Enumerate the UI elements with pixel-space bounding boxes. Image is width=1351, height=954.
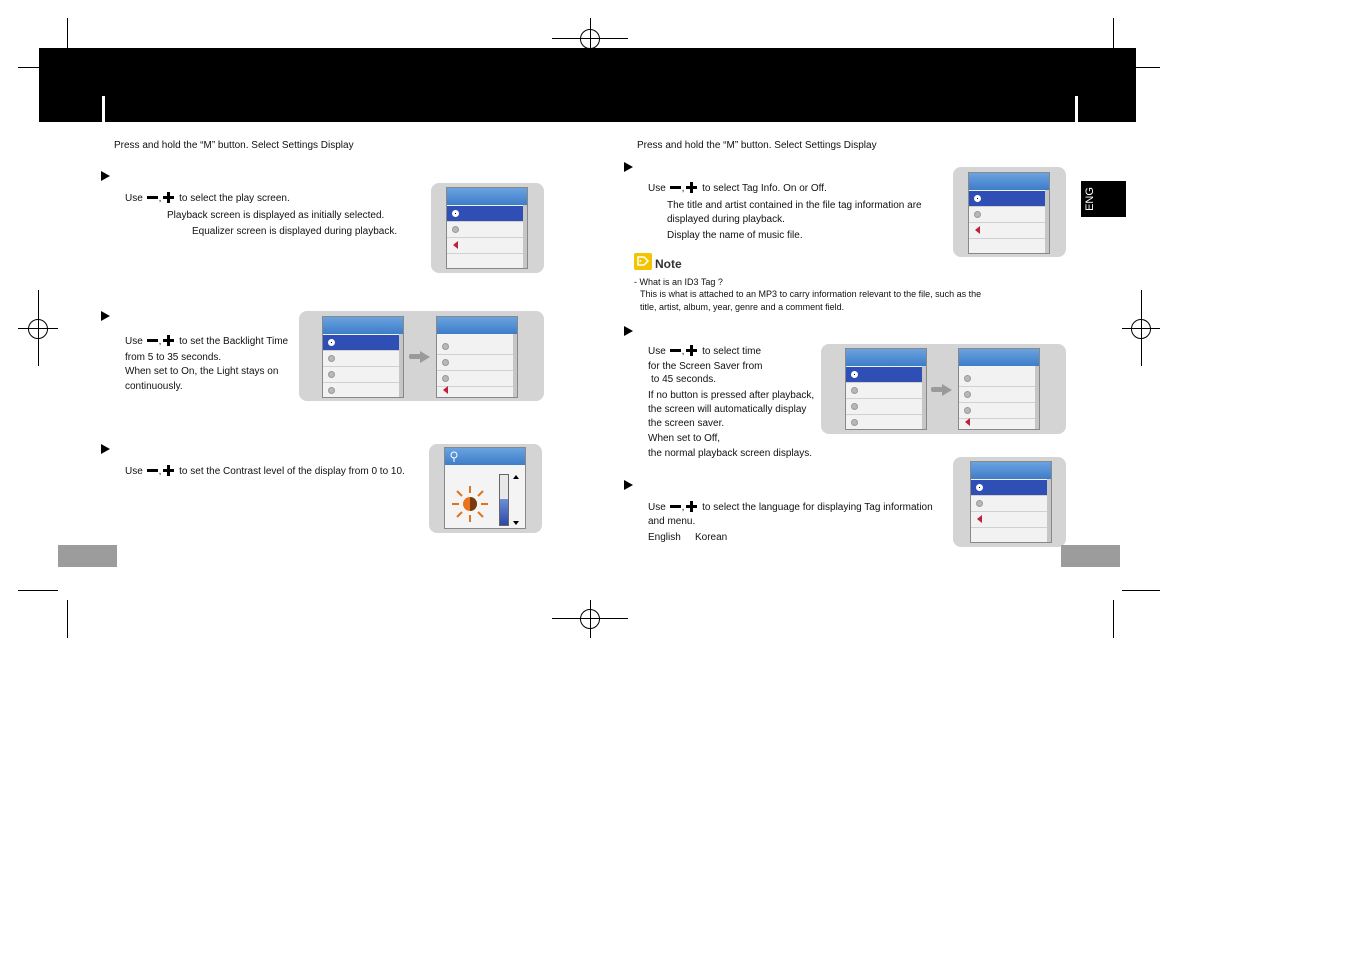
tag-info-instruction: Use , to select Tag Info. On or Off.	[648, 183, 827, 194]
menu-row	[437, 383, 513, 398]
minus-icon	[670, 186, 681, 189]
screen-saver-line: If no button is pressed after playback,	[648, 390, 815, 401]
menu-row	[447, 238, 523, 254]
tag-info-panel	[953, 167, 1066, 257]
header-band	[39, 48, 1136, 122]
radio-icon	[442, 343, 449, 350]
radio-icon	[851, 419, 858, 426]
radio-icon	[976, 500, 983, 507]
tag-info-line: The title and artist contained in the file tag information are	[667, 200, 922, 211]
minus-icon	[147, 339, 158, 342]
menu-row-selected	[846, 367, 922, 383]
back-arrow-icon	[975, 226, 980, 234]
menu-row	[846, 415, 922, 430]
backlight-line: from 5 to 35 seconds.	[125, 352, 222, 363]
play-screen-line: Equalizer screen is displayed during playback.	[192, 226, 398, 237]
header-marker	[102, 96, 105, 122]
radio-icon	[328, 387, 335, 394]
menu-row-selected	[323, 335, 399, 351]
language-tab	[1081, 181, 1126, 217]
minus-icon	[147, 469, 158, 472]
language-option-english: English	[648, 532, 681, 543]
device-screen	[322, 316, 404, 398]
note-question: - What is an ID3 Tag ?	[634, 277, 723, 287]
crop-mark	[1122, 590, 1160, 591]
scrollbar	[1035, 366, 1039, 429]
radio-selected-icon	[452, 210, 459, 217]
screen-saver-line: for the Screen Saver from	[648, 361, 763, 372]
contrast-level-fill	[500, 499, 508, 525]
menu-row	[969, 207, 1045, 223]
section-arrow-icon	[624, 162, 633, 172]
language-instruction: Use , to select the language for displaying Tag information	[648, 502, 933, 513]
menu-row	[323, 367, 399, 383]
language-line: and menu.	[648, 516, 696, 527]
crop-mark	[18, 590, 58, 591]
menu-row	[846, 399, 922, 415]
note-answer: This is what is attached to an MP3 to carry information relevant to the file, such as the	[640, 289, 982, 299]
menu-row	[969, 223, 1045, 239]
radio-icon	[974, 211, 981, 218]
minus-icon	[670, 349, 681, 352]
crop-mark	[1113, 600, 1114, 638]
scrollbar	[523, 205, 527, 268]
plus-icon	[163, 465, 174, 476]
screen-title-bar	[846, 349, 926, 366]
arrow-right-icon	[409, 351, 431, 361]
section-arrow-icon	[101, 171, 110, 181]
scrollbar	[1047, 479, 1051, 542]
radio-icon	[964, 391, 971, 398]
plus-icon	[686, 345, 697, 356]
note-answer: title, artist, album, year, genre and a comment field.	[640, 302, 845, 312]
menu-row	[971, 496, 1047, 512]
plus-icon	[163, 192, 174, 203]
radio-icon	[328, 355, 335, 362]
backlight-line: continuously.	[125, 381, 183, 392]
language-option-korean: Korean	[695, 532, 728, 543]
radio-icon	[851, 403, 858, 410]
radio-selected-icon	[328, 339, 335, 346]
scrollbar	[1045, 190, 1049, 253]
play-screen-instruction: Use , to select the play screen.	[125, 193, 290, 204]
device-screen	[444, 447, 526, 529]
backlight-instruction: Use , to set the Backlight Time	[125, 336, 289, 347]
minus-icon	[147, 196, 158, 199]
plus-icon	[686, 182, 697, 193]
contrast-panel	[429, 444, 542, 533]
radio-selected-icon	[976, 484, 983, 491]
menu-row	[846, 383, 922, 399]
screen-title-bar	[959, 349, 1039, 366]
radio-icon	[851, 387, 858, 394]
scrollbar	[922, 366, 926, 429]
radio-icon	[964, 407, 971, 414]
screen-saver-panel	[821, 344, 1066, 434]
backlight-line: When set to On, the Light stays on	[125, 366, 279, 377]
note-tag-icon	[634, 253, 652, 270]
play-screen-panel	[431, 183, 544, 273]
brightness-sun-icon	[450, 484, 490, 524]
section-arrow-icon	[624, 480, 633, 490]
back-arrow-icon	[965, 418, 970, 426]
screen-saver-line: to 45 seconds.	[651, 374, 717, 385]
language-panel	[953, 457, 1066, 547]
screen-title-bar	[447, 188, 527, 205]
backlight-panel	[299, 311, 544, 401]
device-screen	[446, 187, 528, 269]
screen-title-bar	[969, 173, 1049, 190]
radio-icon	[328, 371, 335, 378]
radio-selected-icon	[851, 371, 858, 378]
note-heading: Note	[655, 257, 682, 271]
screen-saver-line: When set to Off,	[648, 433, 721, 444]
menu-row	[437, 355, 513, 371]
screen-title-bar	[323, 317, 403, 334]
section-arrow-icon	[101, 444, 110, 454]
plus-icon	[163, 335, 174, 346]
radio-selected-icon	[974, 195, 981, 202]
tag-info-line: displayed during playback.	[667, 214, 785, 225]
device-screen	[968, 172, 1050, 254]
menu-row	[323, 351, 399, 367]
section-arrow-icon	[101, 311, 110, 321]
radio-icon	[442, 375, 449, 382]
radio-icon	[964, 375, 971, 382]
screen-title-bar	[445, 448, 525, 465]
contrast-instruction: Use , to set the Contrast level of the display from 0 to 10.	[125, 466, 405, 477]
back-arrow-icon	[453, 241, 458, 249]
level-up-icon	[513, 475, 519, 479]
crop-mark	[67, 18, 68, 48]
note-icon	[634, 253, 652, 270]
screen-title-bar	[971, 462, 1051, 479]
arrow-right-icon	[931, 384, 953, 394]
device-screen	[845, 348, 927, 430]
device-screen	[970, 461, 1052, 543]
section-arrow-icon	[624, 326, 633, 336]
level-down-icon	[513, 521, 519, 525]
back-arrow-icon	[977, 515, 982, 523]
screen-saver-instruction: Use , to select time	[648, 346, 762, 357]
right-path-text: Press and hold the “M” button. Select Settings Display	[637, 140, 877, 151]
screen-saver-line: the screen will automatically display	[648, 404, 807, 415]
plus-icon	[686, 501, 697, 512]
menu-row	[323, 383, 399, 398]
play-screen-line: Playback screen is displayed as initially selected.	[167, 210, 385, 221]
page-number-tab	[1061, 545, 1120, 567]
menu-row	[971, 512, 1047, 528]
tag-info-line: Display the name of music file.	[667, 230, 803, 241]
header-marker	[1075, 96, 1078, 122]
menu-row	[959, 387, 1035, 403]
registration-mark	[1141, 290, 1142, 366]
menu-row	[447, 222, 523, 238]
screen-saver-line: the normal playback screen displays.	[648, 448, 812, 459]
registration-mark	[38, 290, 39, 366]
menu-row	[959, 415, 1035, 430]
page-number-tab	[58, 545, 117, 567]
menu-row	[437, 339, 513, 355]
menu-row-selected	[447, 206, 523, 222]
left-path-text: Press and hold the “M” button. Select Settings Display	[114, 140, 354, 151]
menu-row-selected	[969, 191, 1045, 207]
radio-icon	[442, 359, 449, 366]
menu-row	[959, 371, 1035, 387]
crop-mark	[67, 600, 68, 638]
radio-icon	[452, 226, 459, 233]
language-tab-label: ENG	[1084, 187, 1096, 211]
screen-saver-line: the screen saver.	[648, 418, 725, 429]
contrast-title-icon	[449, 451, 459, 463]
menu-row-selected	[971, 480, 1047, 496]
back-arrow-icon	[443, 386, 448, 394]
screen-title-bar	[437, 317, 517, 334]
scrollbar	[513, 334, 517, 397]
contrast-level-bar	[499, 474, 509, 526]
minus-icon	[670, 505, 681, 508]
registration-mark	[590, 600, 591, 638]
device-screen	[436, 316, 518, 398]
scrollbar	[399, 334, 403, 397]
device-screen	[958, 348, 1040, 430]
